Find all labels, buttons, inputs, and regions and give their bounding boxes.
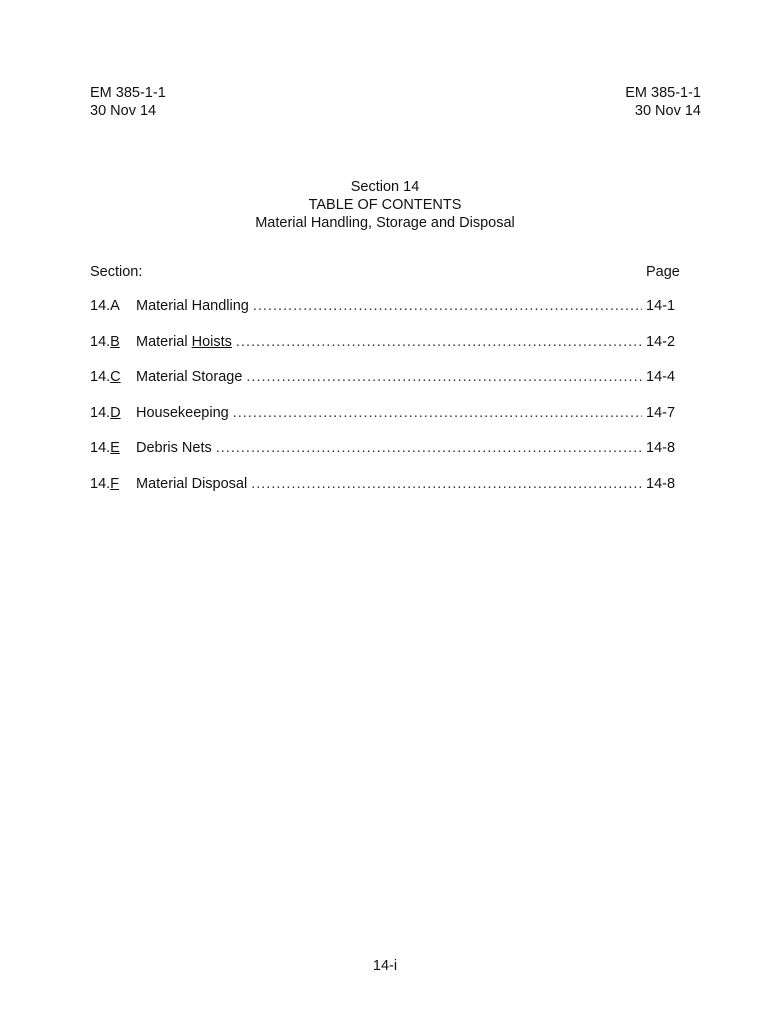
toc-entry-letter: C (110, 369, 121, 386)
toc-entry-number (90, 405, 136, 421)
toc-entry-number (90, 476, 136, 492)
toc-entry-letter: B (110, 333, 120, 350)
toc-entry-number (90, 369, 136, 385)
toc-dot-leader (251, 476, 642, 492)
toc-entry-prefix: 14. (90, 404, 111, 421)
section-title: Section 14 (350, 179, 420, 195)
toc-entry-letter: F (110, 475, 120, 492)
header-left (90, 84, 166, 120)
toc-entry-title-underlined: Hoists (191, 333, 232, 350)
toc-entry-prefix: 14. (90, 298, 111, 314)
header-right (625, 84, 701, 120)
toc-entry-page: 14-8 (646, 475, 676, 492)
toc-entry (90, 476, 682, 494)
section-subject: Material Handling, Storage and Disposal (255, 215, 515, 231)
column-header-section: Section: (90, 264, 143, 280)
toc-entry-title (136, 298, 249, 314)
toc-dot-leader (233, 405, 642, 421)
toc-entry (90, 298, 682, 316)
toc-entry-prefix: 14. (90, 333, 111, 350)
toc-heading: TABLE OF CONTENTS (308, 197, 462, 213)
toc-entry-letter: A (110, 298, 120, 314)
doc-id-left: EM 385-1-1 (90, 85, 166, 101)
doc-date-left: 30 Nov 14 (90, 103, 157, 119)
title-block (0, 178, 770, 232)
toc-entry-page: 14-7 (646, 404, 676, 421)
toc-list (90, 298, 682, 512)
toc-entry-title (136, 440, 212, 456)
toc-entry-letter: E (110, 440, 120, 457)
toc-entry-number (90, 334, 136, 350)
toc-entry-page: 14-8 (646, 440, 676, 457)
toc-entry-title-text: Material Storage (136, 369, 243, 386)
toc-entry (90, 440, 682, 458)
toc-entry-title-text: Housekeeping (136, 404, 229, 421)
toc-entry-title (136, 369, 242, 385)
toc-entry-title-text: Debris Nets (136, 440, 212, 457)
toc-entry-prefix: 14. (90, 440, 111, 457)
toc-entry (90, 334, 682, 352)
toc-entry-title (136, 476, 247, 492)
toc-entry-title (136, 405, 229, 421)
page-number: 14-i (372, 958, 398, 974)
doc-id-right: EM 385-1-1 (625, 85, 701, 101)
column-header-page: Page (646, 264, 680, 280)
toc-entry-page: 14-2 (646, 333, 676, 350)
toc-entry-number (90, 440, 136, 456)
toc-entry-page: 14-4 (646, 369, 676, 386)
doc-date-right: 30 Nov 14 (634, 103, 701, 119)
toc-dot-leader (253, 298, 642, 314)
toc-entry-number (90, 298, 136, 314)
toc-dot-leader (246, 369, 642, 385)
toc-dot-leader (216, 440, 642, 456)
toc-entry-letter: D (110, 404, 121, 421)
toc-entry-title (136, 334, 232, 350)
toc-entry (90, 369, 682, 387)
toc-entry-page: 14-1 (646, 298, 676, 314)
toc-entry (90, 405, 682, 423)
toc-entry-prefix: 14. (90, 369, 111, 386)
toc-entry-title-text: Material (136, 333, 192, 350)
toc-entry-title-text: Material Handling (136, 298, 249, 314)
toc-entry-title-text: Material Disposal (136, 475, 248, 492)
toc-entry-prefix: 14. (90, 475, 111, 492)
toc-dot-leader (236, 334, 642, 350)
